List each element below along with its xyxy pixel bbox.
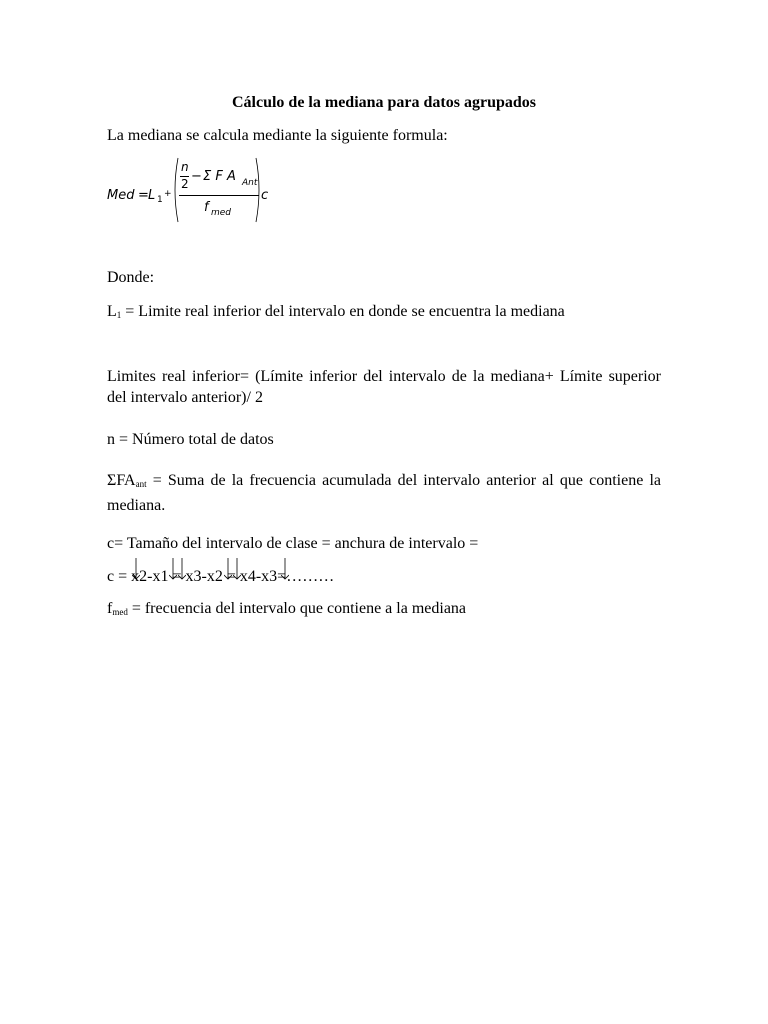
c-term-2-wrap [185,568,222,585]
l1-text: = Limite real inferior del intervalo en donde se encuentra la mediana [121,303,565,320]
formula-n: n [181,160,189,174]
document-title: Cálculo de la mediana para datos agrupados [231,94,537,111]
down-arrow-icon [233,558,241,580]
down-arrow-icon [178,558,186,580]
c-expression [107,566,661,587]
down-arrow-icon [224,558,232,580]
c-term-3: x4-x3 [239,568,278,585]
formula-med: Med [107,188,135,203]
fmed-definition [107,598,661,623]
main-fraction-bar [179,195,259,196]
limites-definition: Limites real inferior= (Límite inferior del intervalo de la mediana+ Límite superior del intervalo anterior)/ 2 [107,368,661,406]
n-definition: n = Número total de datos [107,431,274,448]
fmed-subscript: med [112,607,128,617]
down-arrow-icon [169,558,177,580]
formula-l-sub: 1 [157,195,163,205]
formula-f: f [204,200,209,215]
left-paren [171,157,179,223]
c-definition: c= Tamaño del intervalo de clase = anchura de intervalo = [107,535,479,552]
c-eq-2: = [222,568,240,585]
c-term-3-wrap [240,568,277,585]
sfa-subscript: ant [135,479,147,489]
formula-two: 2 [181,177,189,191]
c-term-1-wrap [131,568,168,585]
formula-ant: Ant [242,178,258,188]
sfa-symbol: ΣFA [107,472,136,489]
formula-minus: − [191,169,202,184]
median-formula [107,155,307,225]
formula-sigma-fa: Σ F A [203,169,236,184]
c-start: c = [107,568,132,585]
donde-label: Donde: [107,269,155,286]
down-arrow-icon [281,558,289,580]
down-arrow-icon [132,558,140,580]
formula-plus: + [164,189,172,199]
c-eq-1: = [168,568,186,585]
formula-l: L [148,188,156,203]
c-end: =……… [277,568,335,585]
sfa-text: = Suma de la frecuencia acumulada del intervalo anterior al que contiene la mediana. [107,472,661,514]
fmed-text: = frecuencia del intervalo que contiene a la mediana [127,600,467,617]
fmed-symbol: f [107,600,113,617]
formula-c: c [261,188,269,203]
c-term-1: x2-x1 [131,568,169,585]
l1-subscript: 1 [116,310,122,320]
formula-equals: = [138,188,149,203]
c-term-2: x3-x2 [185,568,223,585]
c-end-wrap [277,568,334,585]
l1-symbol: L [107,303,117,320]
formula-med-sub: med [211,208,232,218]
l1-definition [107,301,661,326]
intro-text: La mediana se calcula mediante la siguiente formula: [107,127,448,144]
sfa-definition [107,470,661,516]
